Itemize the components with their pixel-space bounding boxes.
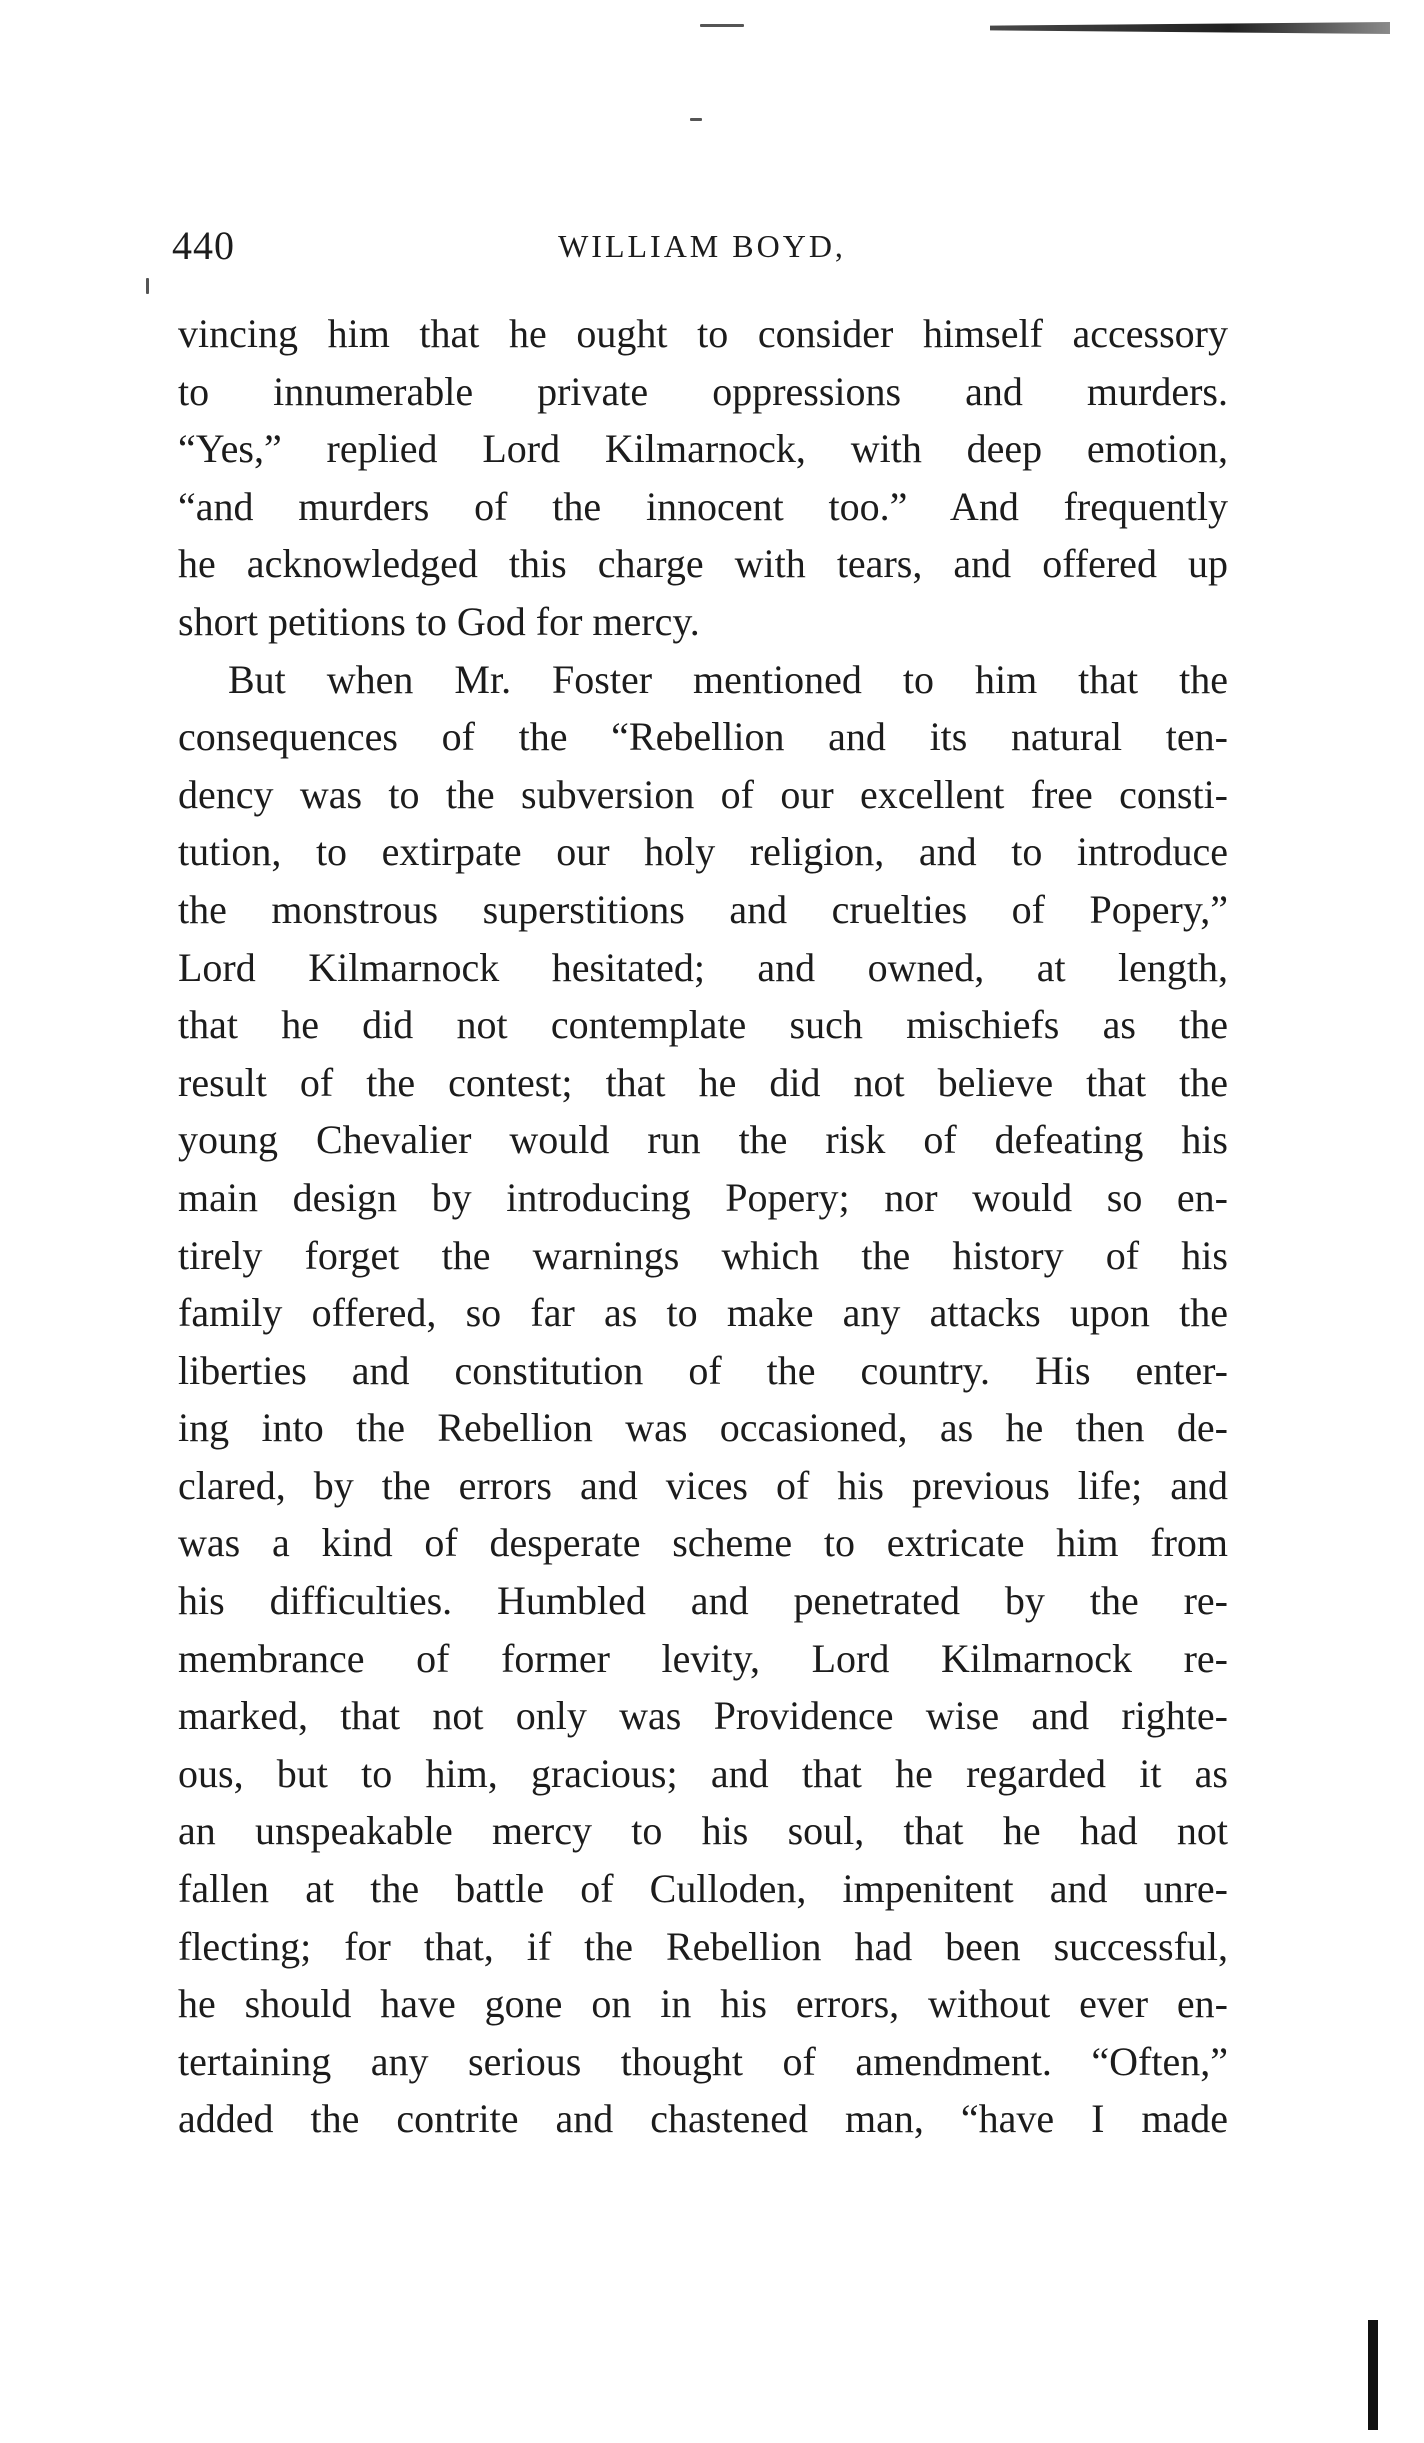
body-text [178, 305, 1228, 2148]
text-line: clared, by the errors and vices of his previous life; and [178, 1462, 1228, 1508]
text-line: tirely forget the warnings which the history of his [178, 1232, 1228, 1278]
text-line: family offered, so far as to make any attacks upon the [178, 1290, 1228, 1336]
scan-artifact-edge [1368, 2320, 1378, 2430]
text-line: main design by introducing Popery; nor would so en- [178, 1174, 1228, 1220]
scan-speck [146, 278, 149, 294]
text-line: short petitions to God for mercy. [178, 598, 700, 644]
text-line: vincing him that he ought to consider himself accessory [178, 311, 1228, 356]
text-line: he should have gone on in his errors, without ever en- [178, 1981, 1228, 2027]
text-line: But when Mr. Foster mentioned to him that the [228, 656, 1228, 702]
text-line: fallen at the battle of Culloden, impenitent and unre- [178, 1866, 1228, 1912]
text-line: “Yes,” replied Lord Kilmarnock, with deep emotion, [178, 426, 1228, 472]
text-line: “and murders of the innocent too.” And frequently [178, 483, 1228, 529]
text-line: young Chevalier would run the risk of defeating his [178, 1117, 1228, 1163]
text-line: he acknowledged this charge with tears, and offered up [178, 541, 1228, 587]
text-line: Lord Kilmarnock hesitated; and owned, at length, [178, 944, 1228, 990]
running-head [172, 222, 1232, 282]
page-number: 440 [172, 223, 235, 268]
text-line: membrance of former levity, Lord Kilmarnock re- [178, 1635, 1228, 1681]
scan-speck [700, 24, 744, 27]
text-line: marked, that not only was Providence wise and righte- [178, 1693, 1228, 1739]
text-line: that he did not contemplate such mischiefs as the [178, 1002, 1228, 1048]
text-line: ous, but to him, gracious; and that he regarded it as [178, 1750, 1228, 1796]
text-line: result of the contest; that he did not believe that the [178, 1059, 1228, 1105]
text-line: ing into the Rebellion was occasioned, as he then de- [178, 1405, 1228, 1451]
text-line: flecting; for that, if the Rebellion had been successful, [178, 1923, 1228, 1969]
text-line: dency was to the subversion of our excellent free consti- [178, 771, 1228, 817]
scan-artifact-bar [990, 22, 1390, 34]
text-line: tution, to extirpate our holy religion, and to introduce [178, 829, 1228, 875]
text-line: liberties and constitution of the country. His enter- [178, 1347, 1228, 1393]
text-line: the monstrous superstitions and cruelties of Popery,” [178, 886, 1228, 932]
text-line: consequences of the “Rebellion and its natural ten- [178, 714, 1228, 760]
text-line: an unspeakable mercy to his soul, that he had not [178, 1808, 1228, 1854]
text-line: to innumerable private oppressions and murders. [178, 368, 1228, 414]
text-line: was a kind of desperate scheme to extricate him from [178, 1520, 1228, 1566]
text-line: tertaining any serious thought of amendment. “Often,” [178, 2038, 1228, 2084]
running-title: WILLIAM BOYD, [558, 228, 846, 264]
text-line: added the contrite and chastened man, “have I made [178, 2096, 1228, 2142]
scan-speck [690, 118, 702, 121]
text-line: his difficulties. Humbled and penetrated by the re- [178, 1578, 1228, 1624]
